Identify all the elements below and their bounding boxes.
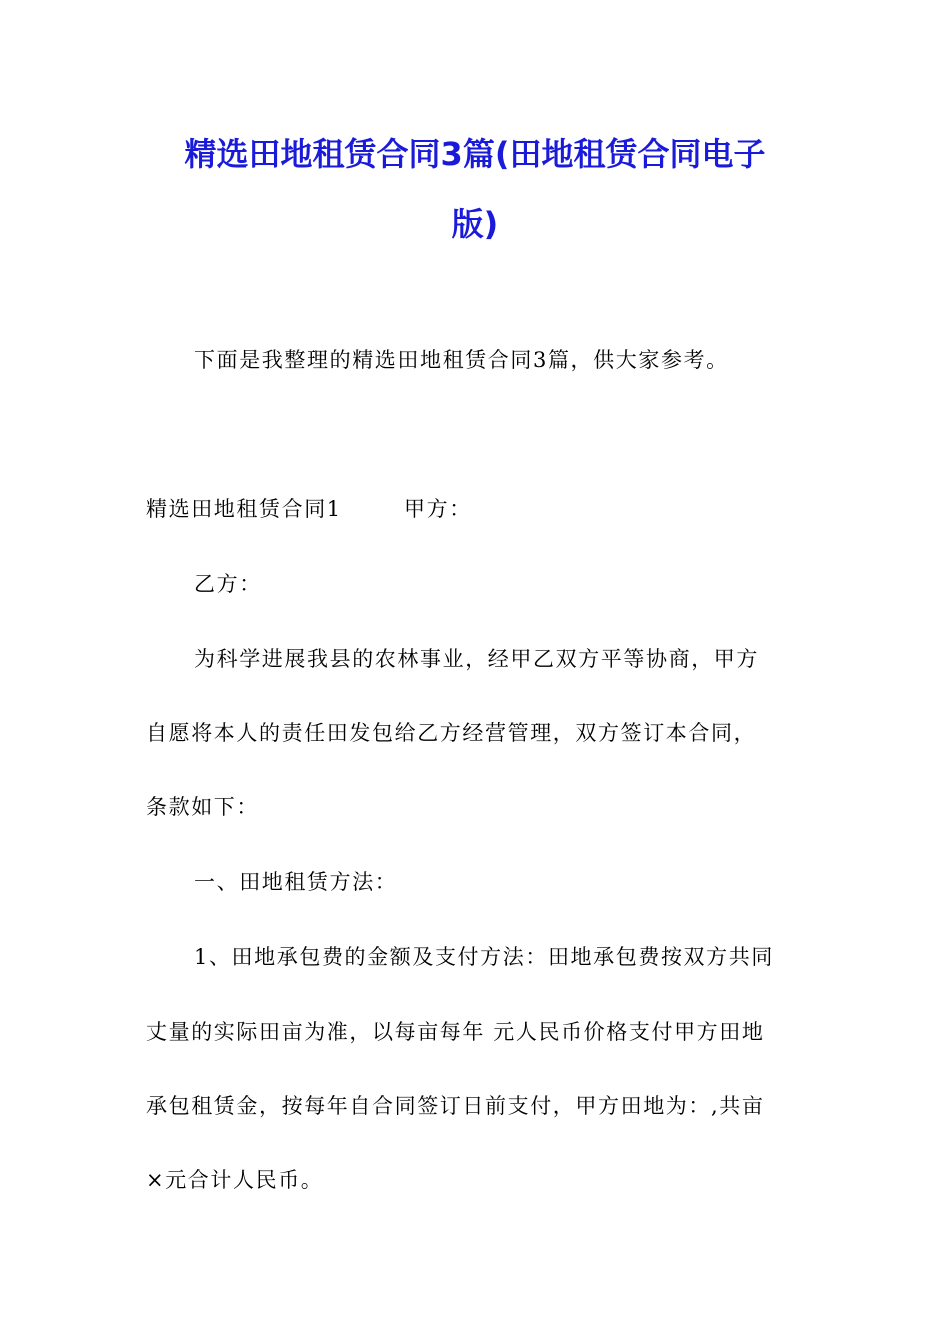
item-1-line-1: 1、田地承包费的金额及支付方法：田地承包费按双方共同 — [194, 945, 774, 969]
section-1-heading: 一、田地租赁方法： — [194, 870, 398, 894]
contract-1-heading: 精选田地租赁合同1 — [146, 497, 342, 521]
item-1-line-4: ×元合计人民币。 — [146, 1168, 324, 1192]
paragraph-1-line-3: 条款如下： — [146, 795, 259, 819]
party-b-label: 乙方： — [194, 572, 262, 596]
document-title-line-2: 版) — [451, 205, 499, 243]
item-1-line-2: 丈量的实际田亩为准，以每亩每年 元人民币价格支付甲方田地 — [146, 1020, 765, 1044]
paragraph-1-line-1: 为科学进展我县的农林事业，经甲乙双方平等协商，甲方 — [194, 647, 759, 671]
intro-paragraph: 下面是我整理的精选田地租赁合同3篇，供大家参考。 — [194, 348, 729, 372]
paragraph-1-line-2: 自愿将本人的责任田发包给乙方经营管理，双方签订本合同， — [146, 721, 757, 745]
party-a-label: 甲方： — [404, 497, 472, 521]
item-1-line-3: 承包租赁金，按每年自合同签订日前支付，甲方田地为：,共亩 — [146, 1094, 765, 1118]
document-title-line-1: 精选田地租赁合同3篇(田地租赁合同电子 — [184, 135, 766, 173]
